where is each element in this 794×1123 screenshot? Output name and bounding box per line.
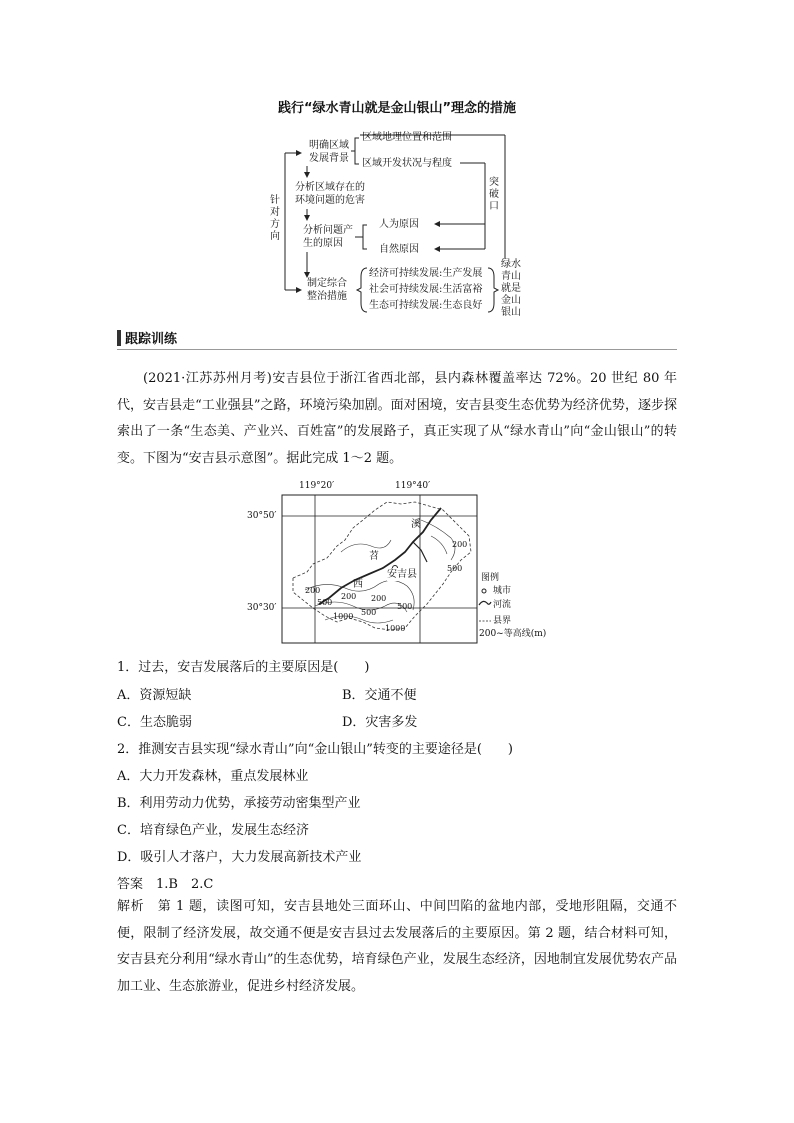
direction-label: 针 对 方 向	[270, 195, 280, 242]
flow-step-causes: 分析问题产 生的原因	[303, 225, 353, 249]
background-location: 区域地理位置和范围	[362, 132, 452, 143]
q2-option-b[interactable]: B．利用劳动力优势，承接劳动密集型产业	[117, 796, 361, 811]
heading-marker-icon	[117, 330, 121, 346]
measure-economic: 经济可持续发展:生产发展	[369, 268, 483, 279]
contour-label: 200	[305, 586, 321, 595]
q1-option-a[interactable]: A．资源短缺	[117, 688, 192, 703]
q1-option-c[interactable]: C．生态脆弱	[117, 715, 192, 730]
contour-label: 500	[447, 564, 463, 573]
measures-flowchart	[255, 125, 545, 325]
analysis	[117, 894, 677, 1000]
flow-step-problems: 分析区域存在的 环境问题的危害	[295, 182, 365, 206]
contour-label: 1000	[385, 624, 406, 633]
contour-label: 200	[341, 592, 357, 601]
goal-label: 绿水 青山 就是 金山 银山	[501, 259, 521, 318]
contour-label: 500	[397, 602, 413, 611]
cause-human: 人为原因	[379, 219, 419, 230]
latitude-label-2: 30°30′	[247, 603, 277, 613]
breakthrough-label: 突 破 口	[489, 177, 499, 212]
legend-boundary: 县界	[493, 616, 512, 626]
answer-line: 答案 1.B 2.C	[117, 877, 214, 892]
legend-title: 图例	[481, 573, 500, 583]
q2-option-c[interactable]: C．培育绿色产业，发展生态经济	[117, 823, 309, 838]
legend-city: 城市	[493, 586, 512, 596]
analysis-text: 解析 第 1 题，读图可知，安吉县地处三面环山、中间凹陷的盆地内部，受地形阻隔，交通不便，限制了经济发展，故交通不便是安吉县过去发展落后的主要原因。第 2 题，结合材料可知，安吉县充分利用“绿水青山”的生态优势，培育绿色产业，发展生态经济，因地制宜发展优势农产品加工业、生态旅游业，促进乡村经济发展。	[117, 899, 677, 994]
section-title: 践行“绿水青山就是金山银山”理念的措施	[277, 101, 517, 116]
anji-county-map	[245, 480, 565, 645]
contour-label: 200	[452, 540, 468, 549]
flow-step-measures: 制定综合 整治措施	[307, 278, 347, 302]
river-label-2: 苕	[369, 551, 379, 562]
flow-step-background: 明确区域 发展背景	[309, 140, 349, 164]
q2-option-d[interactable]: D．吸引人才落户，大力发展高新技术产业	[117, 850, 362, 865]
cause-natural: 自然原因	[379, 244, 419, 255]
city-label: 安吉县	[387, 569, 417, 580]
longitude-label-2: 119°40′	[395, 481, 431, 491]
measure-ecological: 生态可持续发展:生态良好	[369, 300, 483, 311]
measure-social: 社会可持续发展:生活富裕	[369, 284, 483, 295]
river-label-3: 西	[353, 579, 363, 590]
heading-rule	[117, 349, 677, 350]
q1-option-d[interactable]: D．灾害多发	[342, 715, 418, 730]
passage	[117, 366, 677, 472]
contour-label: 500	[317, 598, 333, 607]
latitude-label-1: 30°50′	[247, 511, 277, 521]
contour-label: 200	[371, 594, 387, 603]
heading-text: 跟踪训练	[125, 332, 178, 347]
background-development: 区域开发状况与程度	[362, 158, 452, 169]
question-1-stem: 1．过去，安吉发展落后的主要原因是( )	[117, 660, 370, 675]
map-graphic	[245, 480, 565, 645]
contour-label: 500	[361, 608, 377, 617]
legend-river: 河流	[493, 600, 512, 610]
longitude-label-1: 119°20′	[299, 481, 335, 491]
passage-text: (2021·江苏苏州月考)安吉县位于浙江省西北部，县内森林覆盖率达 72%。20 世纪 80 年代，安吉县走“工业强县”之路，环境污染加剧。面对困境，安吉县变生态优势为经济优势，逐步探索出了一条“生态美、产业兴、百姓富”的发展路子，真正实现了从“绿水青山”向“金山银山”的转变。下图为“安吉县示意图”。据此完成 1～2 题。	[117, 371, 677, 466]
question-2-stem: 2．推测安吉县实现“绿水青山”向“金山银山”转变的主要途径是( )	[117, 742, 513, 757]
legend-contour: 200~等高线(m)	[479, 629, 547, 639]
q2-option-a[interactable]: A．大力开发森林，重点发展林业	[117, 769, 309, 784]
contour-label: 1000	[333, 612, 354, 621]
q1-option-b[interactable]: B．交通不便	[342, 688, 417, 703]
river-label-1: 溪	[411, 519, 421, 530]
